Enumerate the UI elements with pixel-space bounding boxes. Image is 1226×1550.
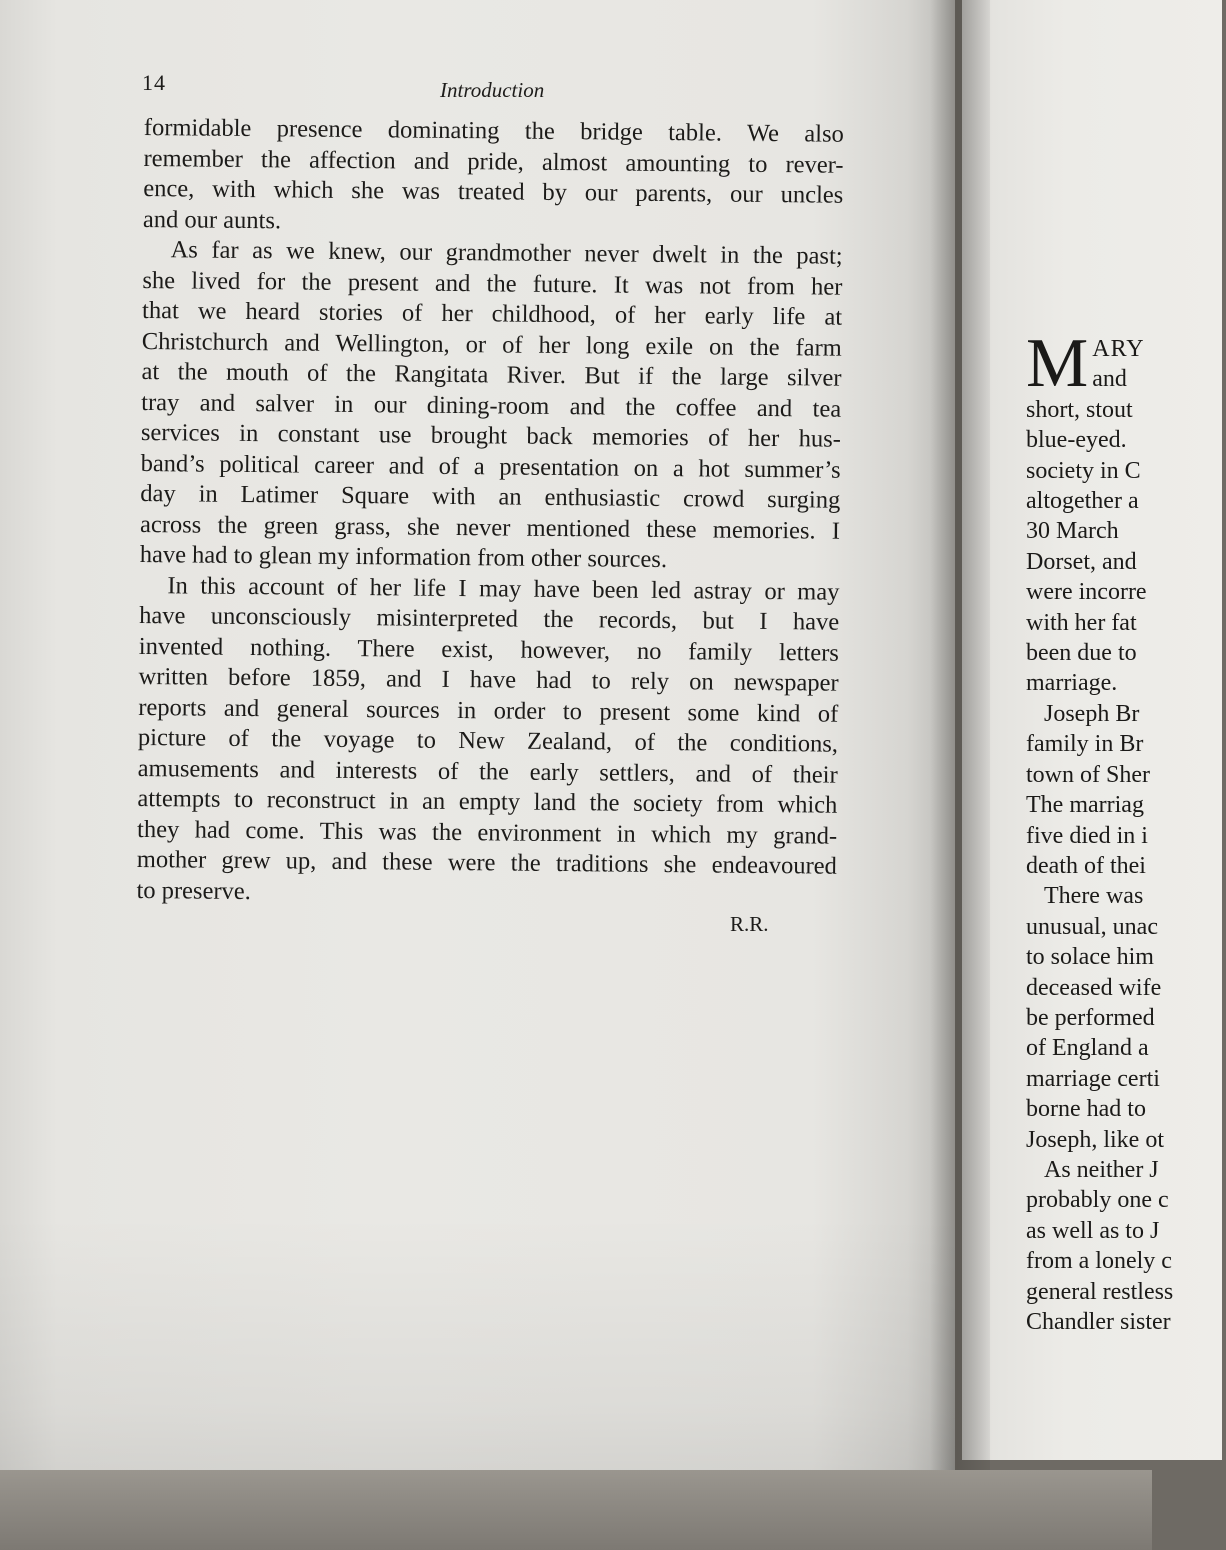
text-line: of England a [1026,1035,1149,1062]
text-line: from a lonely c [1026,1248,1172,1275]
text-line: In this account of her life I may have been led astray or may [167,571,840,606]
text-line: to preserve. [136,876,251,905]
text-line: reports and general sources in order to present some kind of [138,693,839,728]
text-line: band’s political career and of a presentation on a hot summer’s [140,449,841,484]
text-line: been due to [1026,640,1137,667]
text-line: have had to glean my information from other sources. [139,540,668,574]
text-line: probably one c [1026,1187,1169,1214]
running-head: Introduction [440,78,545,102]
text-line: that we heard stories of her childhood, of her early life at [141,296,843,331]
text-line: day in Latimer Square with an enthusiastic crowd surging [140,479,841,514]
text-line: death of thei [1026,852,1146,879]
text-line: As neither J [1044,1156,1159,1183]
text-line: Joseph Br [1044,700,1140,727]
text-line: town of Sher [1026,761,1150,788]
text-line: invented nothing. There exist, however, no family letters [138,632,839,667]
text-line: general restless [1026,1278,1174,1305]
text-line: 30 March [1026,518,1119,545]
text-line: were incorre [1026,579,1147,606]
text-line: across the green grass, she never mentioned these memories. I [139,510,841,545]
text-line: be performed [1026,1004,1155,1031]
text-line: marriage certi [1026,1065,1160,1092]
signature-initials: R.R. [730,912,769,936]
drop-cap: M [1026,325,1089,402]
text-line: marriage. [1026,670,1118,697]
text-line: mother grew up, and these were the traditions she endeavoured [136,845,837,880]
text-line: family in Br [1026,731,1144,758]
body-text [136,113,844,913]
text-line: short, stout [1026,396,1133,423]
text-line: five died in i [1026,822,1148,849]
text-line: she lived for the present and the future. It was not from her [142,266,843,301]
table-surface [0,1470,1152,1550]
text-line: Chandler sister [1026,1309,1171,1335]
text-line: The marriag [1026,792,1144,819]
text-line: remember the affection and pride, almost amounting to rever- [143,144,844,179]
text-line: services in constant use brought back memories of her hus- [140,418,842,453]
text-line: As far as we knew, our grandmother never dwelt in the past; [170,236,843,270]
text-line: amusements and interests of the early settlers, and of their [137,754,838,789]
text-line: attempts to reconstruct in an empty land the society from which [137,784,838,819]
text-line: There was [1044,883,1144,910]
text-line: unusual, unac [1026,913,1158,940]
text-line: and our aunts. [142,205,282,234]
text-line: at the mouth of the Rangitata River. But if the large silver [141,357,842,392]
text-line: borne had to [1026,1096,1146,1123]
text-line: Christchurch and Wellington, or of her long exile on the farm [141,327,842,362]
text-line: formidable presence dominating the bridge table. We also [143,113,844,148]
right-page-text [1026,325,1226,1337]
text-line: Dorset, and [1026,548,1137,575]
text-line: to solace him [1026,944,1154,971]
text-line: society in C [1026,457,1141,484]
text-line: and [1092,366,1127,393]
text-line: deceased wife [1026,974,1162,1001]
text-line: written before 1859, and I have had to rely on newspaper [138,662,839,697]
text-line: ence, with which she was treated by our parents, our uncles [143,174,844,209]
text-line: have unconsciously misinterpreted the records, but I have [139,601,840,636]
text-line: as well as to J [1026,1217,1160,1244]
text-line: Joseph, like ot [1026,1126,1164,1153]
text-line: picture of the voyage to New Zealand, of the conditions, [137,723,839,758]
text-line: blue-eyed. [1026,427,1127,454]
text-line: ARY [1092,336,1145,362]
text-line: altogether a [1026,488,1139,515]
text-line: they had come. This was the environment in which my grand- [136,815,838,850]
page-number: 14 [142,70,166,95]
text-line: with her fat [1026,609,1137,636]
text-line: tray and salver in our dining-room and the coffee and tea [141,388,842,423]
